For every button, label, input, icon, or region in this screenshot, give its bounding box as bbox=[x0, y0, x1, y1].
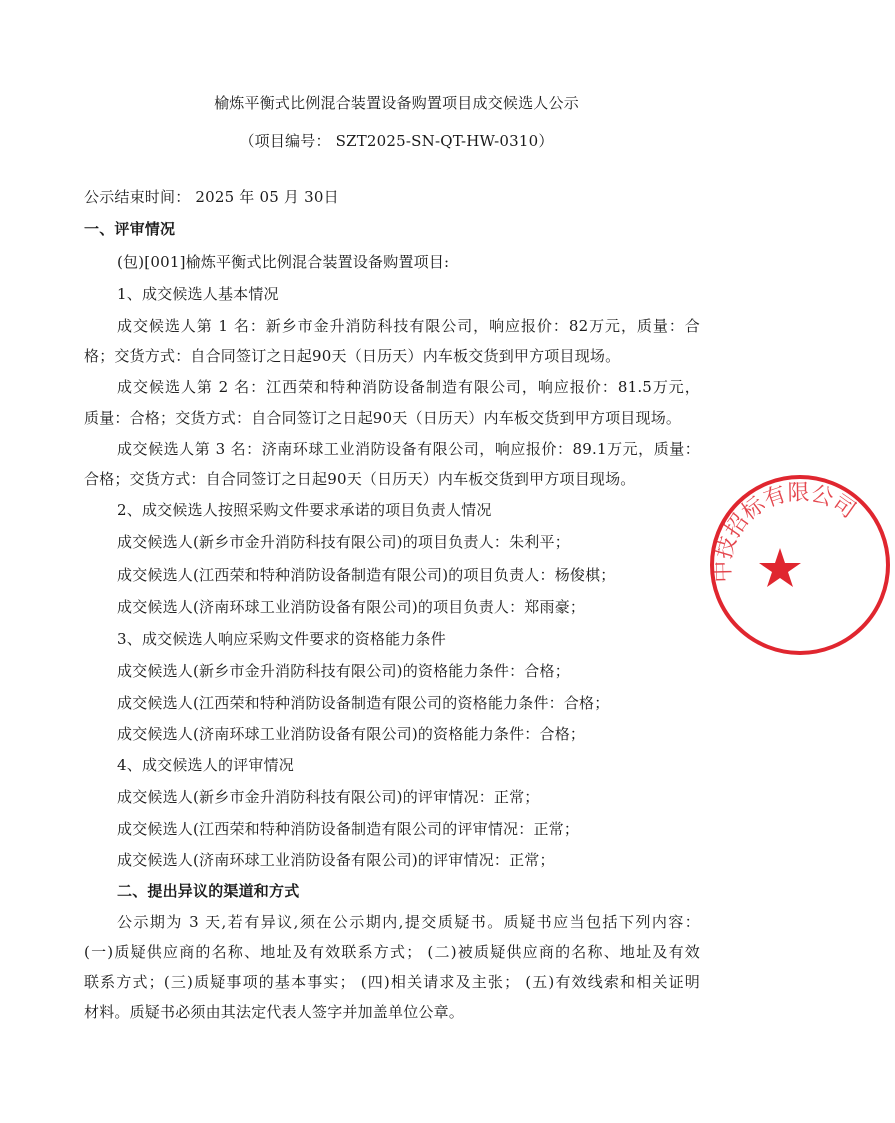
qualification-1: 成交候选人(新乡市金升消防科技有限公司)的资格能力条件：合格； bbox=[117, 662, 570, 680]
objection-line-1: 公示期为 3 天,若有异议,须在公示期内,提交质疑书。质疑书应当包括下列内容： bbox=[117, 913, 700, 931]
objection-line-2: (一)质疑供应商的名称、地址及有效联系方式； (二)被质疑供应商的名称、地址及有效 bbox=[84, 943, 700, 961]
candidate-3-line-1: 成交候选人第 3 名：济南环球工业消防设备有限公司，响应报价：89.1万元，质量： bbox=[117, 440, 700, 458]
package-line: (包)[001]榆炼平衡式比例混合装置设备购置项目: bbox=[117, 253, 450, 271]
qualification-2: 成交候选人(江西荣和特种消防设备制造有限公司的资格能力条件：合格； bbox=[117, 694, 610, 712]
review-2: 成交候选人(江西荣和特种消防设备制造有限公司的评审情况：正常； bbox=[117, 820, 580, 838]
objection-line-4: 材料。质疑书必须由其法定代表人签字并加盖单位公章。 bbox=[84, 1003, 465, 1021]
qualification-3: 成交候选人(济南环球工业消防设备有限公司)的资格能力条件：合格； bbox=[117, 725, 586, 743]
candidate-2-line-1: 成交候选人第 2 名：江西荣和特种消防设备制造有限公司，响应报价：81.5万元， bbox=[117, 378, 700, 396]
subsection-1: 1、成交候选人基本情况 bbox=[117, 285, 279, 303]
candidate-1-line-2: 格；交货方式：自合同签订之日起90天（日历天）内车板交货到甲方项目现场。 bbox=[84, 347, 621, 365]
project-manager-3: 成交候选人(济南环球工业消防设备有限公司)的项目负责人：郑雨豪； bbox=[117, 598, 586, 616]
candidate-1-line-1: 成交候选人第 1 名：新乡市金升消防科技有限公司，响应报价：82万元，质量：合 bbox=[117, 317, 700, 335]
objection-line-3: 联系方式；(三)质疑事项的基本事实； (四)相关请求及主张； (五)有效线索和相关证明 bbox=[84, 973, 700, 991]
project-manager-1: 成交候选人(新乡市金升消防科技有限公司)的项目负责人：朱利平； bbox=[117, 533, 570, 551]
review-1: 成交候选人(新乡市金升消防科技有限公司)的评审情况：正常； bbox=[117, 788, 540, 806]
section-2-heading: 二、提出异议的渠道和方式 bbox=[117, 882, 300, 900]
subsection-3: 3、成交候选人响应采购文件要求的资格能力条件 bbox=[117, 630, 446, 648]
company-seal bbox=[705, 470, 895, 660]
seal-star bbox=[759, 548, 801, 587]
candidate-2-line-2: 质量：合格；交货方式：自合同签订之日起90天（日历天）内车板交货到甲方项目现场。 bbox=[84, 409, 682, 427]
review-3: 成交候选人(济南环球工业消防设备有限公司)的评审情况：正常； bbox=[117, 851, 555, 869]
section-1-heading: 一、评审情况 bbox=[84, 220, 176, 238]
publicity-end-time: 公示结束时间： 2025 年 05 月 30日 bbox=[84, 188, 339, 206]
subsection-2: 2、成交候选人按照采购文件要求承诺的项目负责人情况 bbox=[117, 501, 492, 519]
project-manager-2: 成交候选人(江西荣和特种消防设备制造有限公司)的项目负责人：杨俊棋； bbox=[117, 566, 616, 584]
subsection-4: 4、成交候选人的评审情况 bbox=[117, 756, 294, 774]
candidate-3-line-2: 合格；交货方式：自合同签订之日起90天（日历天）内车板交货到甲方项目现场。 bbox=[84, 470, 636, 488]
document-title: 榆炼平衡式比例混合装置设备购置项目成交候选人公示 bbox=[214, 94, 579, 112]
seal-text: 中技招标有限公司 bbox=[710, 480, 860, 584]
project-number: （项目编号： SZT2025-SN-QT-HW-0310） bbox=[239, 132, 554, 150]
